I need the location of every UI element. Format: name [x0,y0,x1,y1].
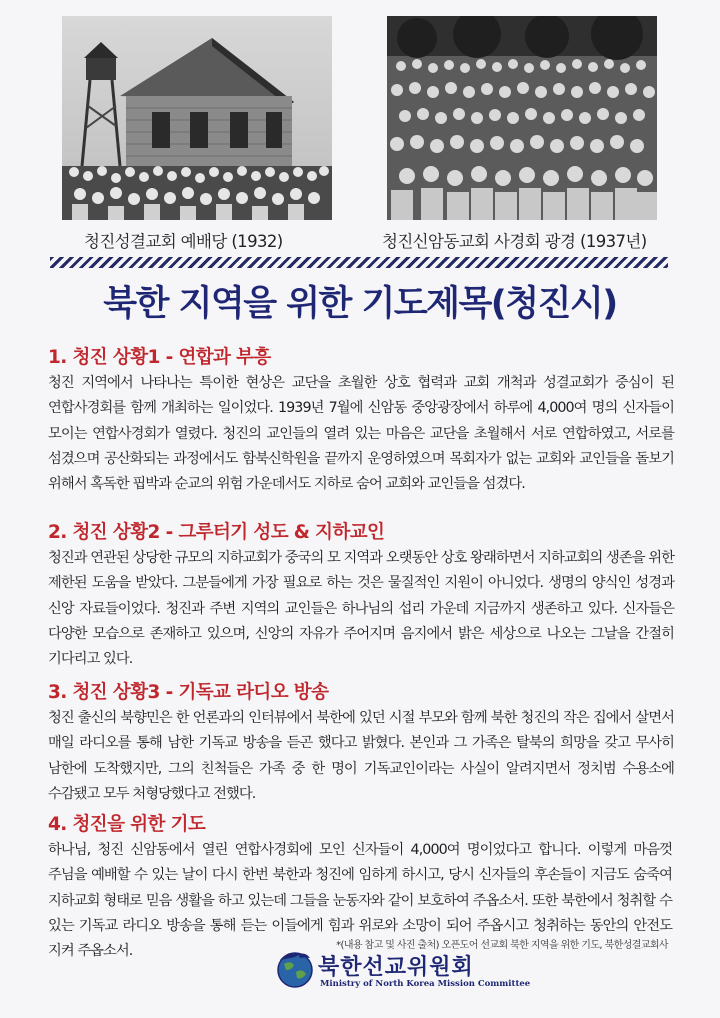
photo-caption-gathering: 청진신암동교회 사경회 광경 (1937년) [382,232,647,251]
section-body-4: 하나님, 청진 신암동에서 열린 연합사경회에 모인 신자들이 4,000여 명이었다고 합니다. 이렇게 마음껏 주님을 예배할 수 있는 날이 다시 한번 북한과 청진에 임하게 하시고, 당시 신자들의 후손들이 지금도 숨죽여 지하교회 형태로 믿음 생활을 하고 있는데 그들을 눈동자와 같이 보호하여 주옵소서. 또한 북한에서 청취할 수 있는 기독교 라디오 방송을 통해 듣는 이들에게 힘과 위로와 소망이 되어 주옵시고 청취하는 동안의 안전도 지켜 주옵소서. [48,842,672,960]
page-title: 북한 지역을 위한 기도제목(청진시) [103,284,617,324]
section-body-3: 청진 출신의 북향민은 한 언론과의 인터뷰에서 북한에 있던 시절 부모와 함께 북한 청진의 작은 집에서 살면서 매일 라디오를 통해 남한 기독교 방송을 듣곤 했다고 밝혔다. 본인과 그 가족은 탈북의 희망을 갖고 무사히 남한에 도착했지만, 그의 친척들은 가족 중 한 명이 기독교인이라는 사실이 알려지면서 정치범 수용소에 수감됐고 모두 처형당했다고 전했다. [48,710,674,802]
section-heading-3: 3. 청진 상황3 - 기독교 라디오 방송 [48,682,329,703]
section-heading-1: 1. 청진 상황1 - 연합과 부흥 [48,347,271,368]
photo-caption-church: 청진성결교회 예배당 (1932) [84,232,283,251]
logo-name-english: Ministry of North Korea Mission Committee [320,979,531,989]
hatched-divider [50,257,668,268]
section-heading-4: 4. 청진을 위한 기도 [48,814,206,835]
section-heading-2: 2. 청진 상황2 - 그루터기 성도 & 지하교인 [48,522,385,543]
gathering-crowd-photo [387,16,657,220]
section-body-1: 청진 지역에서 나타나는 특이한 현상은 교단을 초월한 상호 협력과 교회 개척과 성결교회가 중심이 된 연합사경회를 함께 개최하는 일이었다. 1939년 7월에 신암동 중앙광장에서 하루에 4,000여 명의 신자들이 모이는 연합사경회가 열렸다. 청진의 교인들의 열려 있는 마음은 교단을 초월해서 서로 연합하였고, 서로를 섬겼으며 공산화되는 과정에서도 함북신학원을 끝까지 운영하였으며 목회자가 없는 교회와 교인들을 돌보기 위해서 혹독한 핍박과 순교의 위험 가운데서도 지하로 숨어 교회와 교인들을 섬겼다. [48,375,674,493]
church-building-photo [62,16,332,220]
section-body-2: 청진과 연관된 상당한 규모의 지하교회가 중국의 모 지역과 오랫동안 상호 왕래하면서 지하교회의 생존을 위한 제한된 도움을 받았다. 그분들에게 가장 필요로 하는 것은 물질적인 지원이 아니었다. 생명의 양식인 성경과 신앙 자료들이었다. 청진과 주변 지역의 교인들은 하나님의 섭리 가운데 지금까지 생존하고 있다. 신자들은 다양한 모습으로 존재하고 있으며, 신앙의 자유가 주어지며 음지에서 밝은 세상으로 나오는 그날을 간절히 기다리고 있다. [48,550,674,668]
globe-dove-icon [274,948,316,990]
logo-name-korean: 북한선교위원회 [318,955,474,980]
source-footnote: *(내용 참고 및 사진 출처) 오픈도어 선교회 북한 지역을 위한 기도, 북한성결교회사 [336,940,668,951]
